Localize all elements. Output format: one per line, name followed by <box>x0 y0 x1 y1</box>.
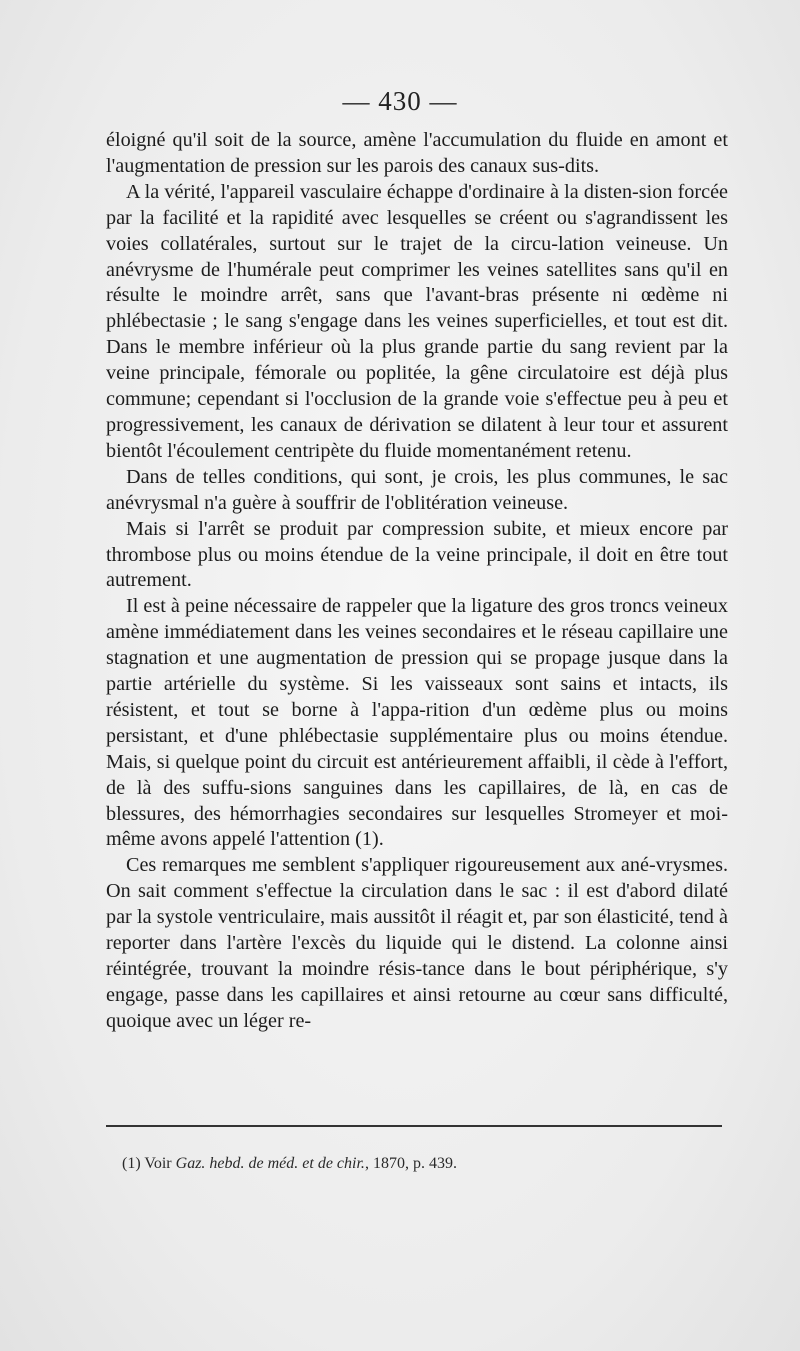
footnote-source: Gaz. hebd. de méd. et de chir. <box>175 1155 365 1172</box>
paragraph: Dans de telles conditions, qui sont, je crois, les plus communes, le sac anévrysmal n'a guère à souffrir de l'oblitération veineuse. <box>106 465 728 514</box>
paragraph: Il est à peine nécessaire de rappeler que la ligature des gros troncs veineux amène immédiatement dans les veines secondaires et le réseau capillaire une stagnation et une augmentation de pression qui se propage jusque dans la partie artérielle du système. Si les vaisseaux sont sains et intacts, ils résistent, et tout se borne à l'appa-rition d'un œdème plus ou moins persistant, et d'une phlébectasie supplémentaire plus ou moins étendue. Mais, si quelque point du circuit est antérieurement affaibli, il cède à l'effort, de là des suffu-sions sanguines dans les capillaires, de là, en cas de blessures, des hémorrhagies secondaires sur lesquelles Stromeyer et moi-même avons appelé l'attention (1). <box>106 595 728 851</box>
footnote-divider <box>106 1125 722 1127</box>
footnote-rest: , 1870, p. 439. <box>364 1155 457 1172</box>
paragraph: Mais si l'arrêt se produit par compression subite, et mieux encore par thrombose plus ou moins étendue de la veine principale, il doit en être tout autrement. <box>106 517 728 592</box>
body-text <box>106 128 728 1035</box>
footnote-marker: (1) Voir <box>122 1155 176 1172</box>
paragraph: éloigné qu'il soit de la source, amène l'accumulation du fluide en amont et l'augmentation de pression sur les parois des canaux sus-dits. <box>106 129 728 177</box>
paragraph: A la vérité, l'appareil vasculaire échappe d'ordinaire à la disten-sion forcée par la facilité et la rapidité avec lesquelles se créent ou s'agrandissent les voies collatérales, surtout sur le trajet de la circu-lation veineuse. Un anévrysme de l'humérale peut comprimer les veines satellites sans qu'il en résulte le moindre arrêt, sans que l'avant-bras présente ni œdème ni phlébectasie ; le sang s'engage dans les veines superficielles, et tout est dit. Dans le membre inférieur où la plus grande partie du sang revient par la veine principale, fémorale ou poplitée, la gêne circulatoire est déjà plus commune; cependant si l'occlusion de la grande voie s'effectue peu à peu et progressivement, les canaux de dérivation se dilatent à leur tour et assurent bientôt l'écoulement centripète du fluide momentanément retenu. <box>106 180 728 462</box>
page-number: — 430 — <box>342 86 458 116</box>
paragraph: Ces remarques me semblent s'appliquer rigoureusement aux ané-vrysmes. On sait comment s'effectue la circulation dans le sac : il est d'abord dilaté par la systole ventriculaire, mais aussitôt il réagit et, par son élasticité, tend à reporter dans l'artère l'excès du liquide qui le distend. La colonne ainsi réintégrée, trouvant la moindre résis-tance dans le bout périphérique, s'y engage, passe dans les capillaires et ainsi retourne au cœur sans difficulté, quoique avec un léger re- <box>106 854 728 1032</box>
footnote <box>122 1153 722 1175</box>
